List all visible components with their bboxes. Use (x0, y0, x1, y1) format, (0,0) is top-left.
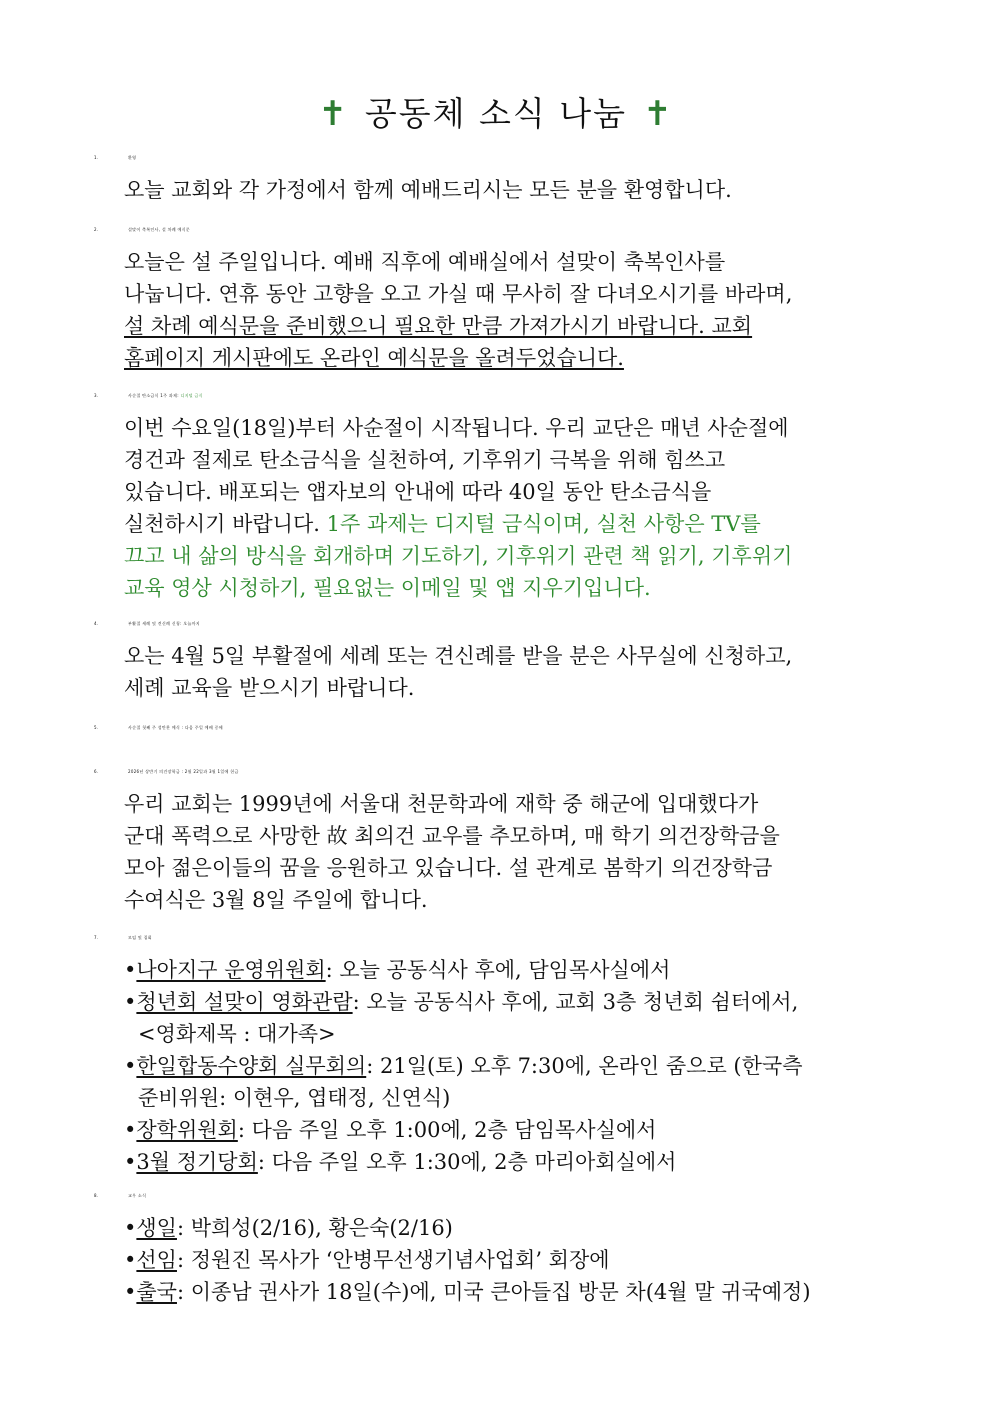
section-heading-text: 사순절 탄소금식 1주 과제: (128, 393, 179, 398)
section-baptism (94, 608, 904, 704)
meetings-list (94, 954, 904, 1178)
section-body (94, 640, 904, 704)
bullet-icon: • (124, 1216, 137, 1240)
section-heading (94, 756, 904, 788)
section-body (94, 246, 904, 374)
item-text: : 오늘 공동식사 후에, 교회 3층 청년회 쉼터에서, (352, 990, 799, 1014)
section-welcome (94, 142, 904, 206)
body-line-underlined: 홈페이지 게시판에도 온라인 예식문을 올려두었습니다. (124, 346, 624, 370)
body-line: 우리 교회는 1999년에 서울대 천문학과에 재학 중 해군에 입대했다가 (124, 792, 759, 816)
bullet-icon: • (124, 958, 137, 982)
bullet-icon: • (124, 1280, 137, 1304)
body-line: 오늘 교회와 각 가정에서 함께 예배드리시는 모든 분을 환영합니다. (124, 178, 732, 202)
section-new-year (94, 214, 904, 374)
bullet-icon: • (124, 990, 137, 1014)
section-heading (94, 1180, 904, 1212)
section-lent-fasting (94, 380, 904, 604)
section-number: 1. (94, 155, 99, 160)
item-text: : 다음 주일 오후 1:30에, 2층 마리아회실에서 (257, 1150, 677, 1174)
section-communion (94, 712, 904, 744)
item-label: 3월 정기당회 (136, 1150, 258, 1174)
list-item (124, 1050, 904, 1082)
section-heading (94, 712, 904, 744)
item-label: 출국 (136, 1280, 177, 1304)
item-text: : 21일(토) 오후 7:30에, 온라인 줌으로 (한국측 (366, 1054, 803, 1078)
body-line: 세례 교육을 받으시기 바랍니다. (124, 676, 415, 700)
cross-icon: ✝ (318, 94, 349, 134)
section-heading-highlight: 디지털 금식 (180, 393, 203, 398)
section-number: 5. (94, 725, 99, 730)
item-text: : 다음 주일 오후 1:00에, 2층 담임목사실에서 (237, 1118, 657, 1142)
item-text-continued: 준비위원: 이현우, 엽태정, 신연식) (138, 1086, 451, 1110)
section-number: 4. (94, 621, 99, 626)
body-line: 나눕니다. 연휴 동안 고향을 오고 가실 때 무사히 잘 다녀오시기를 바라며, (124, 282, 793, 306)
section-number: 2. (94, 227, 99, 232)
section-heading (94, 608, 904, 640)
section-heading (94, 922, 904, 954)
body-line-highlight: 끄고 내 삶의 방식을 회개하며 기도하기, 기후위기 관련 책 읽기, 기후위기 (124, 544, 793, 568)
section-heading-text: 부활절 세례 및 견신례 신청: 오늘까지 (128, 621, 200, 626)
body-line: 경건과 절제로 탄소금식을 실천하여, 기후위기 극복을 위해 힘쓰고 (124, 448, 726, 472)
item-text-continued: <영화제목 : 대가족> (138, 1022, 336, 1046)
list-item (124, 1114, 904, 1146)
list-item (124, 1212, 904, 1244)
body-line: 있습니다. 배포되는 앱자보의 안내에 따라 40일 동안 탄소금식을 (124, 480, 712, 504)
section-body (94, 412, 904, 604)
list-item (124, 1244, 904, 1276)
section-scholarship (94, 756, 904, 916)
section-heading-text: 교우 소식 (128, 1193, 147, 1198)
section-member-news (94, 1180, 904, 1308)
item-text: : 박희성(2/16), 황은숙(2/16) (176, 1216, 453, 1240)
item-text: : 이종남 권사가 18일(수)에, 미국 큰아들집 방문 차(4월 말 귀국예정) (176, 1280, 811, 1304)
section-body (94, 788, 904, 916)
item-text: : 오늘 공동식사 후에, 담임목사실에서 (325, 958, 671, 982)
bullet-icon: • (124, 1248, 137, 1272)
body-line-underlined: 설 차례 예식문을 준비했으니 필요한 만큼 가져가시기 바랍니다. 교회 (124, 314, 753, 338)
item-label: 나아지구 운영위원회 (136, 958, 326, 982)
section-heading (94, 380, 904, 412)
bullet-icon: • (124, 1118, 137, 1142)
body-line-highlight: 1주 과제는 디지털 금식이며, 실천 사항은 TV를 (326, 512, 761, 536)
section-heading (94, 142, 904, 174)
section-heading-text: 설맞이 축복인사, 설 차례 예식문 (128, 227, 190, 232)
body-line: 실천하시기 바랍니다. (124, 512, 320, 536)
section-meetings (94, 922, 904, 1178)
page-title (0, 88, 992, 135)
item-label: 생일 (136, 1216, 177, 1240)
section-heading-text: 2026년 상반기 의건장학금 : 2월 22일과 3월 1일에 헌금 (128, 769, 239, 774)
page-title-text: 공동체 소식 나눔 (364, 94, 628, 133)
item-label: 선임 (136, 1248, 177, 1272)
body-line: 오늘은 설 주일입니다. 예배 직후에 예배실에서 설맞이 축복인사를 (124, 250, 726, 274)
section-number: 6. (94, 769, 99, 774)
item-label: 한일합동수양회 실무회의 (136, 1054, 367, 1078)
section-number: 7. (94, 935, 99, 940)
item-label: 청년회 설맞이 영화관람 (136, 990, 353, 1014)
section-body (94, 174, 904, 206)
news-list (94, 1212, 904, 1308)
body-line: 이번 수요일(18일)부터 사순절이 시작됩니다. 우리 교단은 매년 사순절에 (124, 416, 789, 440)
section-heading-text: 모임 및 집회 (128, 935, 152, 940)
item-label: 장학위원회 (136, 1118, 238, 1142)
cross-icon: ✝ (643, 94, 674, 134)
section-number: 8. (94, 1193, 99, 1198)
section-heading (94, 214, 904, 246)
item-text: : 정원진 목사가 ‘안병무선생기념사업회’ 회장에 (176, 1248, 610, 1272)
section-heading-text: 사순절 첫째 주 성만찬 예식 : 다음 주일 예배 중에 (128, 725, 223, 730)
body-line: 수여식은 3월 8일 주일에 합니다. (124, 888, 428, 912)
section-heading-text: 환영 (128, 155, 137, 160)
section-number: 3. (94, 393, 99, 398)
bullet-icon: • (124, 1150, 137, 1174)
body-line-highlight: 교육 영상 시청하기, 필요없는 이메일 및 앱 지우기입니다. (124, 576, 651, 600)
bullet-icon: • (124, 1054, 137, 1078)
body-line: 모아 젊은이들의 꿈을 응원하고 있습니다. 설 관계로 봄학기 의건장학금 (124, 856, 773, 880)
list-item (124, 1276, 904, 1308)
list-item (124, 954, 904, 986)
list-item (124, 986, 904, 1018)
body-line: 군대 폭력으로 사망한 故 최의건 교우를 추모하며, 매 학기 의건장학금을 (124, 824, 780, 848)
body-line: 오는 4월 5일 부활절에 세례 또는 견신례를 받을 분은 사무실에 신청하고, (124, 644, 793, 668)
list-item (124, 1146, 904, 1178)
